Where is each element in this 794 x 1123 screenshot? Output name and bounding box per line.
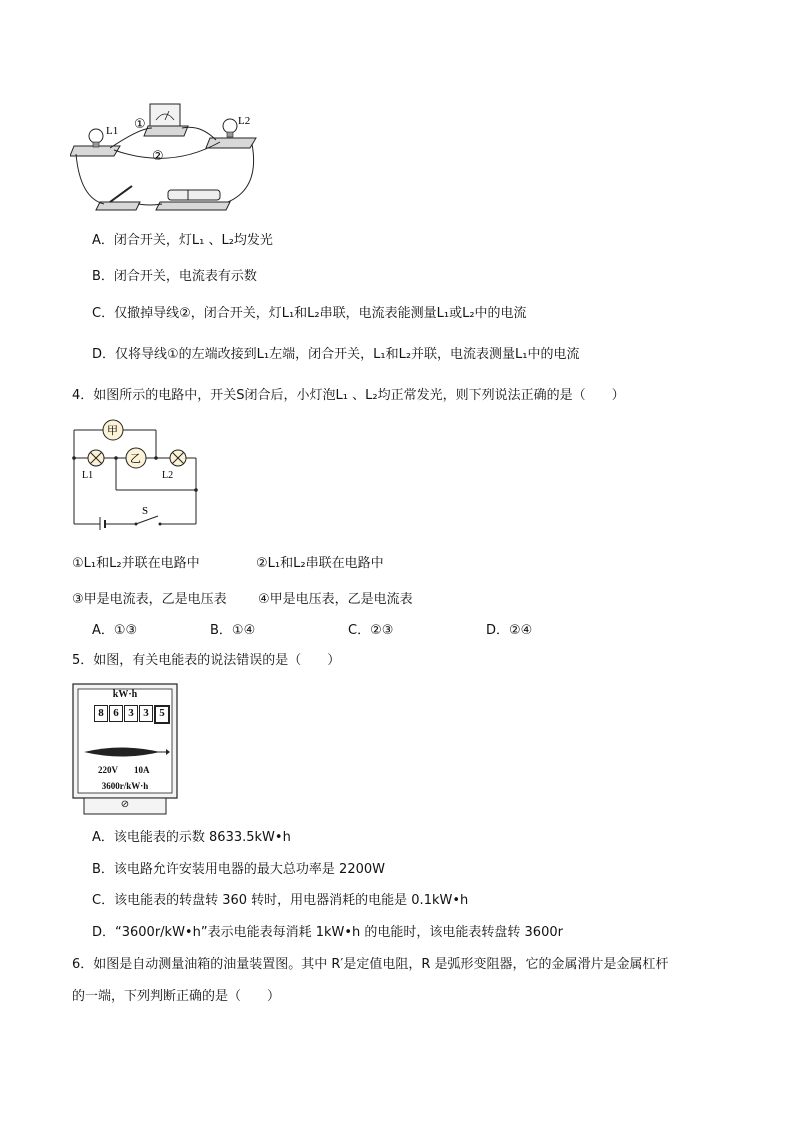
q3-label-l1: L1 (106, 125, 119, 137)
meter-digit: 3 (139, 705, 153, 722)
q3-option-b: B．闭合开关，电流表有示数 (92, 269, 257, 284)
q3-label-wire1: ① (134, 117, 146, 132)
q6-stem-line2: 的一端，下列判断正确的是（ ） (72, 989, 281, 1004)
meter-digit: 6 (109, 705, 123, 722)
meter-digit-row (94, 705, 170, 724)
q3-option-a: A．闭合开关，灯L₁ 、L₂均发光 (92, 233, 273, 248)
q3-option-c: C．仅撤掉导线②，闭合开关，灯L₁和L₂串联，电流表能测量L₁或L₂中的电流 (92, 306, 527, 321)
meter-constant: 3600r/kW·h (101, 781, 149, 791)
meter-knob-icon: ⊘ (120, 799, 130, 810)
q4-label-l1: L1 (82, 470, 94, 481)
q5-stem: 5．如图，有关电能表的说法错误的是（ ） (72, 653, 341, 668)
q4-stem: 4．如图所示的电路中，开关S闭合后，小灯泡L₁ 、L₂均正常发光，则下列说法正确的是（ ） (72, 388, 625, 403)
q4-option-a: A．①③ (92, 623, 138, 638)
q4-label-l2: L2 (162, 470, 174, 481)
q5-energy-meter-figure (72, 683, 178, 815)
q4-label-jia: 甲 (107, 424, 118, 437)
meter-digit: 3 (124, 705, 138, 722)
q3-circuit-figure (70, 98, 260, 216)
q4-statement-1: ①L₁和L₂并联在电路中 (72, 556, 200, 571)
q3-label-wire2: ② (152, 149, 164, 164)
q4-statement-2: ②L₁和L₂串联在电路中 (256, 556, 384, 571)
meter-rating-v: 220V (98, 765, 118, 775)
q4-label-yi: 乙 (130, 452, 141, 465)
q4-statement-3: ③甲是电流表，乙是电压表 (72, 592, 227, 607)
q5-option-b: B．该电路允许安装用电器的最大总功率是 2200W (92, 862, 385, 877)
meter-outline (72, 683, 178, 815)
q4-option-d: D．②④ (486, 623, 533, 638)
meter-unit: kW·h (112, 689, 138, 700)
q3-label-l2: L2 (238, 115, 251, 127)
q4-label-switch: S (142, 505, 149, 517)
meter-digit-decimal: 5 (154, 705, 170, 724)
q4-circuit-figure (70, 418, 205, 530)
meter-digit: 8 (94, 705, 108, 722)
q5-option-c: C．该电能表的转盘转 360 转时，用电器消耗的电能是 0.1kW•h (92, 893, 469, 908)
q4-option-b: B．①④ (210, 623, 256, 638)
q3-option-d: D．仅将导线①的左端改接到L₁左端，闭合开关，L₁和L₂并联，电流表测量L₁中的电流 (92, 347, 580, 362)
q5-option-a: A．该电能表的示数 8633.5kW•h (92, 830, 291, 845)
q4-statement-4: ④甲是电压表，乙是电流表 (258, 592, 413, 607)
meter-rating-a: 10A (134, 765, 150, 775)
q6-stem-line1: 6．如图是自动测量油箱的油量装置图。其中 R′是定值电阻，R 是弧形变阻器，它的金属滑片是金属杠杆 (72, 957, 669, 972)
q5-option-d: D．“3600r/kW•h”表示电能表每消耗 1kW•h 的电能时，该电能表转盘转 3600r (92, 925, 563, 940)
q4-option-c: C．②③ (348, 623, 394, 638)
